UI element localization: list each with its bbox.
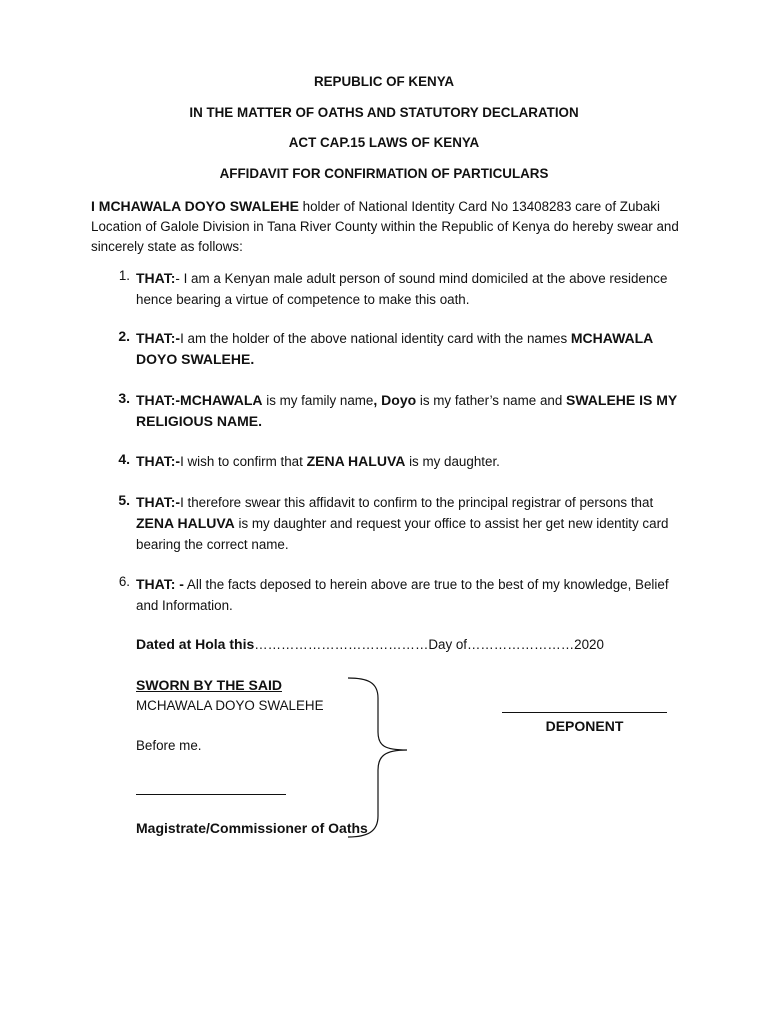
item-bold: ZENA HALUVA: [306, 453, 406, 469]
list-number: 3.: [118, 390, 130, 406]
deponent-label: DEPONENT: [545, 718, 624, 734]
list-number: 4.: [118, 451, 130, 467]
commissioner-signature-line: [136, 794, 286, 795]
item-text: I am the holder of the above national identity card with the names: [180, 331, 571, 346]
item-bold: MCHAWALA DOYO SWALEHE.: [136, 330, 653, 367]
item-lead: THAT:-: [136, 494, 181, 510]
item-text: is my family name: [262, 393, 374, 408]
list-number: 6.: [118, 574, 130, 589]
item-lead: THAT:-MCHAWALA: [136, 392, 263, 408]
item-lead: THAT:-: [136, 330, 181, 346]
dated-label: Dated at Hola this: [136, 636, 255, 652]
list-number: 2.: [118, 328, 130, 344]
magistrate-label: Magistrate/Commissioner of Oaths: [136, 820, 368, 836]
item-bold: ZENA HALUVA: [136, 515, 235, 531]
header-affidavit-title: AFFIDAVIT FOR CONFIRMATION OF PARTICULARS: [219, 166, 549, 181]
item-bold: SWALEHE IS MY RELIGIOUS NAME.: [136, 392, 677, 429]
item-text: All the facts deposed to herein above are true to the best of my knowledge, Belief and Information.: [136, 577, 669, 613]
sworn-name: MCHAWALA DOYO SWALEHE: [136, 698, 324, 713]
header-matter: IN THE MATTER OF OATHS AND STATUTORY DECLARATION: [189, 105, 579, 120]
item-lead: THAT: -: [136, 576, 184, 592]
header-republic: REPUBLIC OF KENYA: [313, 74, 455, 89]
item-text: - I am a Kenyan male adult person of sound mind domiciled at the above residence hence bearing a virtue of competence to make this oath.: [136, 271, 668, 307]
before-me: Before me.: [136, 738, 202, 753]
deponent-signature-line: [502, 712, 667, 713]
list-number: 1.: [118, 268, 130, 283]
item-text: I therefore swear this affidavit to confirm to the principal registrar of persons that: [180, 495, 654, 510]
sworn-heading: SWORN BY THE SAID: [136, 677, 282, 693]
header-act: ACT CAP.15 LAWS OF KENYA: [288, 135, 480, 150]
item-lead: THAT:-: [136, 453, 181, 469]
curly-brace-icon: [345, 676, 415, 840]
dated-line: [136, 636, 604, 652]
item-text: is my father’s name and: [416, 393, 567, 408]
deponent-name-bold: I MCHAWALA DOYO SWALEHE: [91, 198, 299, 214]
item-bold: , Doyo: [373, 392, 417, 408]
item-text: is my daughter.: [405, 454, 500, 469]
intro-paragraph: [91, 196, 681, 257]
item-text: is my daughter and request your office to assist her get new identity card bearing the correct name.: [136, 516, 669, 552]
intro-text: holder of National Identity Card No 13408283 care of Zubaki Location of Galole Division in Tana River County within the Republic of Kenya do hereby swear and sincerely state as follows:: [91, 199, 679, 254]
item-text: I wish to confirm that: [180, 454, 307, 469]
dated-rest: …………………………………Day of……………………2020: [254, 637, 604, 652]
item-lead: THAT:: [136, 270, 176, 286]
list-number: 5.: [118, 492, 130, 508]
